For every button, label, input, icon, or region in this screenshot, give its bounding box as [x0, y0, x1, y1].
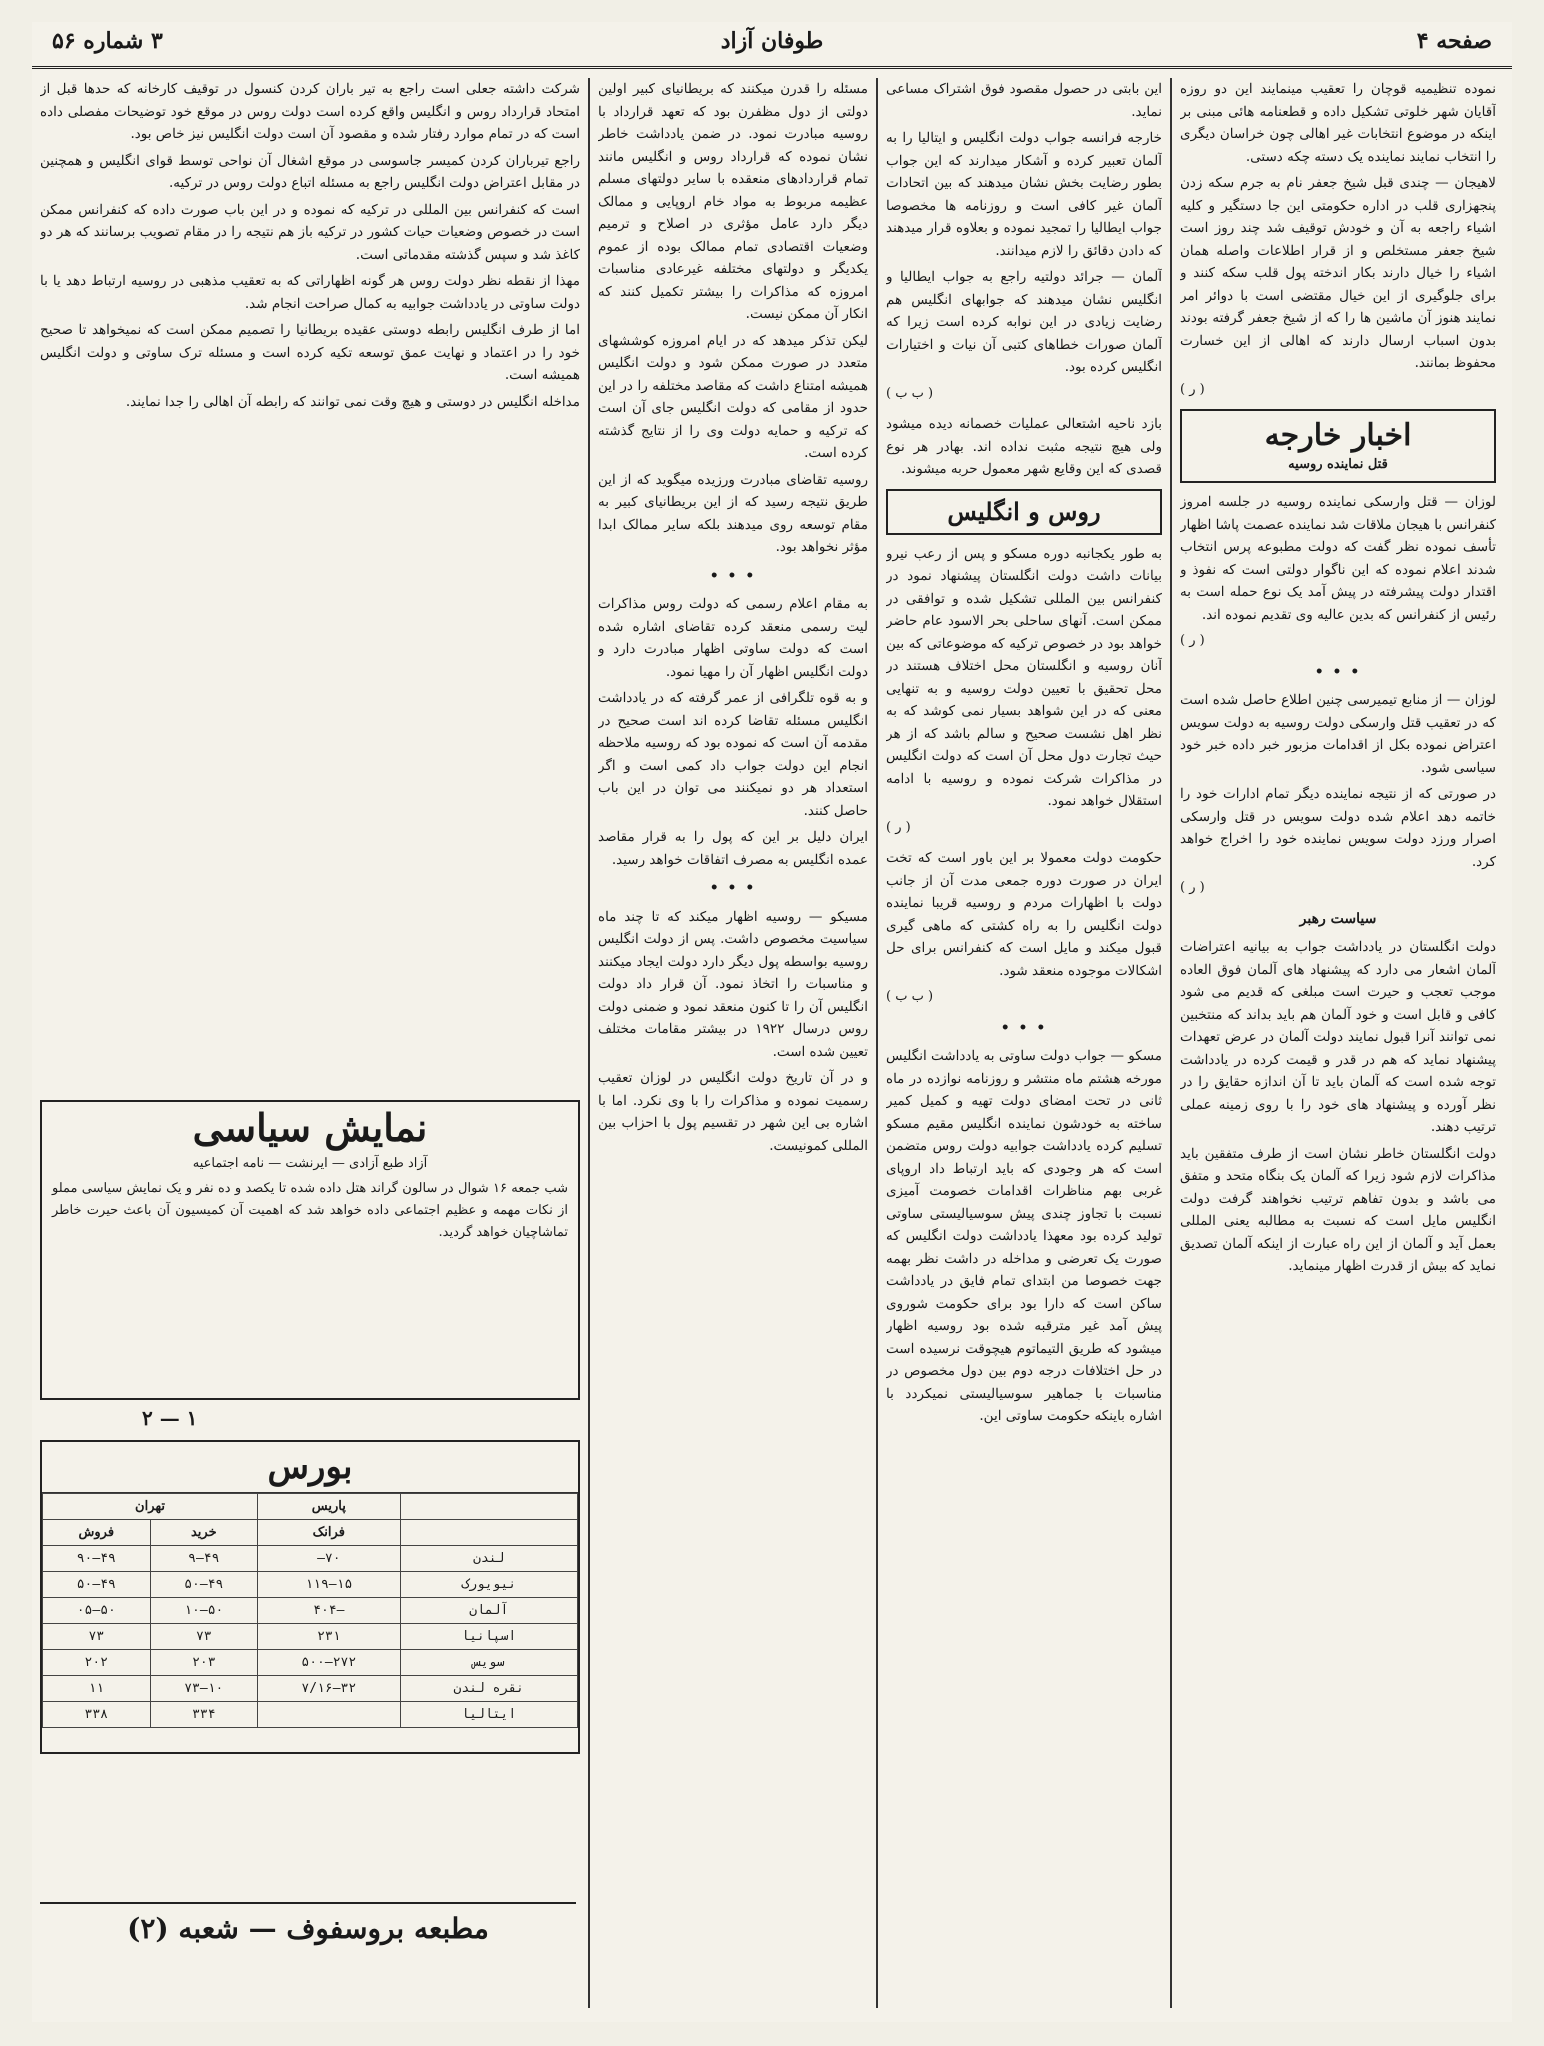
column-3: [598, 78, 868, 2008]
printer-credit: مطبعه بروسفوف — شعبه (۲): [40, 1902, 576, 1954]
table-cell: ۲۷۲—۵۰۰: [258, 1650, 400, 1676]
table-cell: سویس: [400, 1650, 577, 1676]
table-cell: اسپانیا: [400, 1624, 577, 1650]
signature: ( ر ): [886, 819, 911, 835]
separator: • • •: [709, 880, 757, 896]
paragraph: حکومت دولت معمولا بر این باور است که تخت ایران در صورت دوره جمعی مدت آن از جانب دولت با اظهارات مردم و روسیه قریبا نماینده دولت انگلیس را به راه کشتی که ماهی گیری قبول میکند و مایل است که کنفرانس برای حل اشکالات موجوده منعقد شود.: [886, 850, 1162, 979]
table-cell: ۳۳۴: [150, 1702, 258, 1728]
ad-subtitle: آزاد طبع آزادی — ایرنشت — نامه اجتماعیه: [192, 1156, 428, 1171]
paragraph: دولت انگلستان در یادداشت جواب به بیانیه اعتراضات آلمان اشعار می دارد که پیشنهاد های آلمان فوق العاده موجب تعجب و حیرت است مبلغی که قدیم می شود کافی و قابل است و خود آلمان هم باید بداند که منتخبین نمی توانند آنرا قبول نمایند دولت آلمان در عرض تعهدات پیشنهاد نماید که هم در قدر و قیمت کرده در یادداشت توجه شده است که آلمان باید تا آن اندازه حقایق را در نظر آورده و پیشنهاد های خود را با روی زمینه عملی ترتیب دهند.: [1180, 939, 1496, 1135]
table-cell: ۷۳: [43, 1624, 151, 1650]
paragraph: مهذا از نقطه نظر دولت روس هر گونه اظهاراتی که به تعقیب مذهبی در روسیه ارتباط دهد یا با دولت ساوتی در یادداشت جوابیه به کمال صراحت انجام شد.: [40, 273, 580, 312]
exchange-rates-table: [42, 1493, 578, 1728]
column-4: [40, 78, 580, 1088]
col-header-franc: فرانک: [258, 1520, 400, 1546]
paragraph: مسکو — جواب دولت ساوتی به یادداشت انگلیس مورخه هشتم ماه منتشر و روزنامه نوازده در ماه ثانی در تحت امضای دولت تهیه و کمیل کمیر ساخته به خودشون نماینده انگلیس مقیم مسکو تسلیم کرده یادداشت جوابیه دولت روس متضمن است که هر وجودی که باید ارتباط داد اروپای غربی بهم مناظرات اقدامات خصومت آمیزی نسبت با تجاوز چندی پیش سوسیالیستی ساوتی تولید کرده بود معهذا یادداشت دولت انگلیس که صورت یک تعرضی و مداخله در داشت نظر بهمه جهت خصوصا من ابتدای تمام فایق در یادداشت ساکن است که دارا بود برای حکومت شوروی پیش آمد غیر مترقبه شده بود روسیه اظهار میشود که طریق التیماتوم هیچوقت نرسیده است در حل اختلافات درجه دوم بین دول مخصوص در مناسبات با جماهیر سوسیالیستی نمیکردد با اشاره باینکه حکومت ساوتی این.: [886, 1048, 1162, 1424]
paragraph: لاهیجان — چندی قبل شیخ جعفر نام به جرم سکه زدن پنجهزاری قلب در اداره حکومتی این جا دستگیر و کلیه اشیاء راجعه به آن و خودش توقیف شد چند روز است شیخ جعفر مستخلص و از قرار اطلاعات واصله همان اشیاء را خیال دارند بکار اندخته پول قلب سکه کنند و برای جلوگیری از این خیال مقتضی است با دوائر امر نمایند هنوز آن ماشین ها را که از شیخ جعفر گرفته بودند بدون اسباب ارسال دارند که اهالی از این خسارت محفوظ بمانند.: [1180, 175, 1496, 371]
table-cell: ۷۰—: [258, 1546, 400, 1572]
paragraph: و به قوه تلگرافی از عمر گرفته که در یادداشت انگلیس مسئله تقاضا کرده اند است صحیح در مقدمه آن است که نموده بود که روسیه ملاحظه انجام این دولت جواب داد کمی است و اگر استعداد هر دو نمیکنند می توان در این باب حاصل کنند.: [598, 690, 868, 819]
table-cell: ۵۰—۱۰: [150, 1598, 258, 1624]
foreign-news-subtitle: قتل نماینده روسیه: [1288, 457, 1388, 472]
paragraph: دولت انگلستان خاطر نشان است از طرف متفقین باید مذاکرات لازم شود زیرا که آلمان یک بنگاه متحد و متفق می باشد و بدون تفاهم ترتیب نخواهند گرفت دولت انگلیس مایل است که نسبت به مطالبه یعنی المللی بعمل آید و آلمان از این راه عبارت از اینکه آلمان تصدیق نماید که بیش از قدرت اظهار مینماید.: [1180, 1145, 1496, 1274]
table-row: [43, 1702, 578, 1728]
paragraph: به مقام اعلام رسمی که دولت روس مذاکرات لیت رسمی منعقد کرده تقاضای اشاره شده است که دولت ساوتی اظهار مبادرت دارد و دولت انگلیس اظهار آن را مهیا نمود.: [598, 596, 868, 680]
table-cell: نیویورک: [400, 1572, 577, 1598]
paragraph: لوزان — قتل وارسکی نماینده روسیه در جلسه امروز کنفرانس با هیجان ملاقات شد نماینده عصمت پاشا اظهار تأسف نموده نظر گفت که دولت مطبوعه پرس انتخاب شدند اعلام نموده که این ناگوار دولتی است که نفوذ و اقتدار دولت پیشرفته در پیش آمد یک نوع حمله است به رئیس از کنفرانس که بدین عالیه وی تقدیم نموده اند.: [1180, 494, 1496, 623]
table-row: [43, 1624, 578, 1650]
signature: ( ب ب ): [886, 385, 934, 401]
separator: • • •: [1314, 663, 1362, 680]
table-row: [43, 1598, 578, 1624]
russia-england-title: روس و انگلیس: [947, 496, 1101, 526]
separator: • • •: [709, 567, 757, 584]
paragraph: این بابتی در حصول مقصود فوق اشتراک مساعی نماید.: [886, 81, 1162, 120]
table-cell: ۱۰—۷۳: [150, 1676, 258, 1702]
ad-title: نمایش سیاسی: [192, 1105, 428, 1150]
russia-england-heading: [886, 489, 1162, 535]
masthead: [32, 22, 1512, 69]
newspaper-page: [32, 22, 1512, 2022]
paragraph: لیکن تذکر میدهد که در ایام امروزه کوششهای متعدد در صورت ممکن شود و دولت انگلیس همیشه امتناع داشت که مقاصد مختلفه را در این حدود از مقامی که دولت انگلیس جای آن است که ترکیه و حمایه دولت وی را از نتایج گذشته کرده است.: [598, 332, 868, 461]
col-header-blank: [400, 1520, 577, 1546]
table-cell: نقره لندن: [400, 1676, 577, 1702]
table-cell: ۴۹—۵۰: [150, 1572, 258, 1598]
table-cell: ۲۰۳: [150, 1650, 258, 1676]
paragraph: آلمان — جرائد دولتیه راجع به جواب ایطالیا و انگلیس نشان میدهند که جوابهای انگلیس هم رضایت زیادی در این نوابه کرده است زیرا که آلمان صورات خطاهای کتبی آن نیات و اختیارات انگلیس کرده بود.: [886, 269, 1162, 375]
separator: • • •: [1000, 1019, 1048, 1036]
column-2: [886, 78, 1162, 2008]
table-cell: —۴۰۴: [258, 1598, 400, 1624]
issue-number: ۳ شماره ۵۶: [52, 28, 163, 54]
table-row: [43, 1546, 578, 1572]
table-cell: ۴۹—۹۰: [43, 1546, 151, 1572]
signature: ( ر ): [1180, 880, 1205, 895]
table-cell: ۵۰—۰۵: [43, 1598, 151, 1624]
paragraph: نموده تنظیمیه قوچان را تعقیب مینمایند این دو روزه آقایان شهر خلوتی تشکیل داده و قطعنامه هائی مبنی بر اینکه در موضوع انتخابات غیر اهالی چون خراسان دیگری را انتخاب نمایند نماینده یک دسته چکه دستی.: [1180, 81, 1496, 165]
paragraph: روسیه تقاضای مبادرت ورزیده میگوید که از این طریق نتیجه رسید که از این بریطانیای کبیر به مقام توسعه روی میدهند بلکه سایر ممالک ابدا مؤثر نخواهد بود.: [598, 471, 868, 555]
column-rule: [876, 78, 878, 2008]
paragraph: ایران دلیل بر این که پول را به قرار مقاصد عمده انگلیس به مصرف اتفاقات خواهد رسید.: [598, 829, 868, 868]
column-1: [1180, 78, 1496, 2008]
paragraph: شرکت داشته جعلی است راجع به تیر باران کردن کنسول در توقیف کارخانه که حدها قبل از امتحاد قرارداد روس و انگلیس واقع کرده است دولت روس در موقع خود توضیحات مفصلی داده است که در تمام موارد رفتار شده و مقصود آن است دولت انگلیس نیز خاص بود.: [40, 81, 580, 142]
signature: ( ر ): [1180, 633, 1205, 648]
paragraph: مسیکو — روسیه اظهار میکند که تا چند ماه سیاسیت مخصوص داشت. پس از دولت انگلیس روسیه بواسطه پول دیگر دارد دولت ایجاد میکنند و مناسبات را اتخاذ نمود. آن قرار داد دولت انگلیس آن را تا کنون منعقد نمود و ضمنی دولت روس درسال ۱۹۲۲ در بیشتر مقامات مختلف تعیین شده است.: [598, 908, 868, 1060]
paragraph: لوزان — از منابع تیمیرسی چنین اطلاع حاصل شده است که در تعقیب قتل وارسکی دولت روسیه به دولت سویس اعتراض نموده بکل از اقدامات مزبور خبر داده خبر خود سیاسی شود.: [1180, 692, 1496, 776]
table-cell: ۳۳۸: [43, 1702, 151, 1728]
table-row: [43, 1650, 578, 1676]
table-cell: ۳۲—۷/۱۶: [258, 1676, 400, 1702]
paragraph: به طور یکجانبه دوره مسکو و پس از رعب نیرو بیانات داشت دولت انگلستان پیشنهاد نمود در کنفرانس بین المللی تشکیل شده و توافقی در ممکن است. آنهاى ساحلى بحر الاسود عام حاضر خواهد بود در خصوص ترکیه که موضوعاتی که بین آنان روسیه و انگلستان محل اختلاف هستند در محل تحقیق با تعیین دولت روسیه و به تنهایی معنی که در این شواهد بسیار نمی کوشد که به نظر اهل نشست صحیح و سالم باشد که از هر حیث تجارت دول محل آن است که دولت انگلیس در مذاکرات شرکت نموده و روسیه با ادامه استقلال خواهد نمود.: [886, 545, 1162, 809]
ad-counter: ۲ — ۱: [142, 1406, 198, 1430]
paragraph: اما از طرف انگلیس رابطه دوستی عقیده بریطانیا را تصمیم ممکن است که نمیخواهد تا صحیح خود را در اعتماد و نهایت عمق توسعه تکیه کرده است و مسئله ترک ساوتی و دولت انگلیس همیشه است.: [40, 322, 580, 383]
col-header-buy: خرید: [150, 1520, 258, 1546]
table-cell: [258, 1702, 400, 1728]
political-show-ad: [40, 1100, 580, 1400]
column-rule: [588, 78, 590, 2008]
table-cell: ۷۳: [150, 1624, 258, 1650]
table-cell: ۴۹—۹: [150, 1546, 258, 1572]
table-row: [43, 1572, 578, 1598]
bourse-table-box: [40, 1440, 580, 1754]
table-cell: ۱۱: [43, 1676, 151, 1702]
col-header-paris: پاریس: [258, 1494, 400, 1520]
paragraph: بازد ناحیه اشتعالی عملیات خصمانه دیده میشود ولی هیچ نتیجه مثبت نداده اند. بهادر هر نوع قصدی که این وقایع شهر معمول حربه میشوند.: [886, 416, 1162, 477]
table-cell: ایتالیا: [400, 1702, 577, 1728]
ad-body: شب جمعه ۱۶ شوال در سالون گراند هتل داده شده تا یکصد و ده نفر و یک نمایش سیاسی مملو از نکات مهمه و عظیم اجتماعی داده خواهد شد که اهمیت آن کمیسیون آن باعث حیرت خاطر تماشاچیان خواهد گردید.: [52, 1181, 568, 1240]
table-cell: ۲۰۲: [43, 1650, 151, 1676]
paragraph: مداخله انگلیس در دوستی و هیچ وقت نمی توانند که رابطه آن اهالی را جدا نمایند.: [125, 393, 580, 410]
column-rule: [1170, 78, 1172, 2008]
signature: ( ب ب ): [886, 989, 934, 1004]
paragraph: و در آن تاریخ دولت انگلیس در لوزان تعقیب رسمیت نموده و مذاکرات را با وی نکرد. اما با اشاره بی این شهر در تقسیم پول با احزاب بین المللی کمونیست.: [598, 1070, 868, 1154]
col-header-tehran: تهران: [43, 1494, 258, 1520]
newspaper-title: طوفان آزاد: [720, 28, 824, 54]
bourse-title: بورس: [42, 1442, 578, 1493]
paragraph: خارجه فرانسه جواب دولت انگلیس و ایتالیا را به آلمان تعبیر کرده و آشکار میدارند که این جواب بطور رضایت بخش نشان میدهند که بین اتحادات آلمان غیر کافی است و روزنامه ها مخصوصا جواب ایطالیا را تمجید نموده و بعلاوه قرار میدهند که دادن دقائق را لازم میدانند.: [886, 130, 1162, 259]
col-header-city: [400, 1494, 577, 1520]
paragraph: مسئله را قدرن میکنند که بریطانیای کبیر اولین دولتی از دول مظفرن بود که تعهد قرارداد با روسیه مبادرت نمود. در ضمن یادداشت خاطر نشان نموده که قرارداد روس و انگلیس مانند تمام قراردادهای منعقده با سایر دولتهای مسلم عظیمه مربوط به مواد خام اروپایی و ممالک دیگر دارد عامل مؤثری در اصلاح و ترمیم وضعیات اقتصادی تمام ممالک بوده از عموم یکدیگر و دولتهای مختلفه غیرعادی مناسبات امروزه که مذاکرات را بیشتر تکمیل کنند که انکار آن ممکن نیست.: [598, 81, 868, 322]
table-cell: ۱۵—۱۱۹: [258, 1572, 400, 1598]
foreign-news-heading: [1180, 409, 1496, 483]
table-row: [43, 1676, 578, 1702]
section-title: سیاست رهبر: [1299, 910, 1377, 927]
foreign-news-title: اخبار خارجه: [1264, 418, 1412, 453]
page-number: صفحه ۴: [1416, 28, 1492, 54]
paragraph: است که کنفرانس بین المللی در ترکیه که نموده و در این باب صورت داده که کنفرانس ممکن است در خصوص وضعیات حیات کشور در ترکیه باز هم نتیجه را در مقام تصویب برسانند که هر دو کاغذ شد و سپس گذشته مقدماتی است.: [40, 201, 580, 263]
table-cell: ۲۳۱: [258, 1624, 400, 1650]
table-cell: ۴۹—۵۰: [43, 1572, 151, 1598]
paragraph: راجع تیرباران کردن کمیسر جاسوسی در موقع اشغال آن نواحی توسط قوای انگلیس و همچنین در مقابل اعتراض دولت انگلیس راجع به مسئله اتباع دولت روس در ترکیه.: [40, 152, 580, 191]
col-header-sell: فروش: [43, 1520, 151, 1546]
table-cell: آلمان: [400, 1598, 577, 1624]
signature: ( ر ): [1180, 381, 1205, 397]
paragraph: در صورتی که از نتیجه نماینده دیگر تمام ادارات خود را خاتمه دهد اعلام شده دولت سویس در قتل وارسکی اصرار ورزد دولت سویس نماینده خود را اخراج خواهد کرد.: [1180, 786, 1496, 870]
table-cell: لندن: [400, 1546, 577, 1572]
